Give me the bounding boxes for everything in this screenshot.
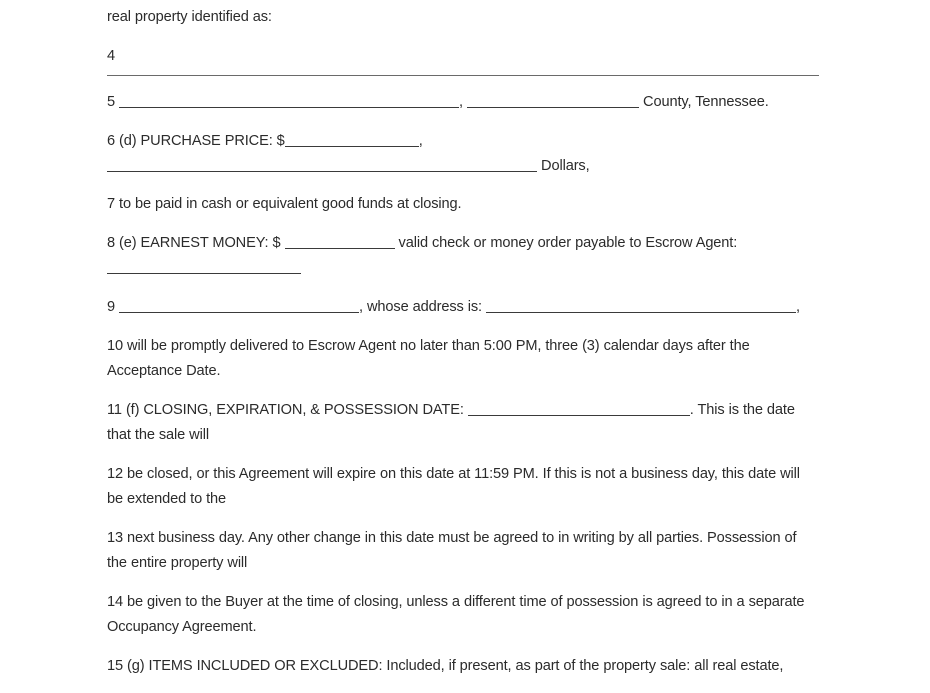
paragraph-10-line-1: 10 will be promptly delivered to Escrow Agent no later than 5:00 PM, three (3) calendar days after the — [107, 338, 750, 354]
paragraph-5-county-state — [107, 90, 819, 115]
escrow-address-blank[interactable] — [486, 298, 796, 313]
paragraph-7-payment-terms: 7 to be paid in cash or equivalent good funds at closing. — [107, 196, 462, 212]
paragraph-6-purchase-price — [107, 129, 819, 179]
paragraph-5-state-text: County, Tennessee. — [639, 94, 769, 110]
address-continued-blank[interactable] — [119, 93, 459, 108]
paragraph-12-expiration-terms: 12 be closed, or this Agreement will expire on this date at 11:59 PM. If this is not a business day, this date will be extended to the — [107, 466, 800, 507]
paragraph-11-closing-date — [107, 398, 819, 448]
closing-date-label: 11 (f) CLOSING, EXPIRATION, & POSSESSION DATE: — [107, 402, 468, 418]
earnest-money-amount-blank[interactable] — [285, 234, 395, 249]
address-fill-rule[interactable] — [107, 75, 819, 76]
paragraph-15-items-included: 15 (g) ITEMS INCLUDED OR EXCLUDED: Included, if present, as part of the property sale: all real estate, — [107, 658, 784, 674]
earnest-money-label: 8 (e) EARNEST MONEY: $ — [107, 235, 285, 251]
paragraph-3-property-address — [107, 0, 819, 30]
paragraph-3-line-2: real property identified as: — [107, 9, 272, 25]
purchase-price-words-blank[interactable] — [107, 157, 537, 172]
paragraph-6-comma: , — [418, 133, 423, 149]
document-text-body — [107, 0, 819, 693]
closing-date-blank[interactable] — [468, 401, 690, 416]
county-name-blank[interactable] — [467, 93, 639, 108]
paragraph-13-business-day-terms: 13 next business day. Any other change in this date must be agreed to in writing by all parties. Possession of the entire property will — [107, 530, 797, 571]
purchase-price-label: 6 (d) PURCHASE PRICE: $ — [107, 133, 285, 149]
purchase-price-amount-blank[interactable] — [285, 132, 419, 147]
escrow-agent-name-blank[interactable] — [107, 259, 301, 274]
paragraph-9-comma: , — [796, 299, 800, 315]
paragraph-5-comma: , — [459, 94, 468, 110]
paragraph-14-possession-terms: 14 be given to the Buyer at the time of closing, unless a different time of possession is agreed to in a separate Occupancy Agreement. — [107, 594, 805, 635]
paragraph-8-earnest-money — [107, 231, 819, 281]
escrow-agent-blank[interactable] — [119, 298, 359, 313]
line-number-5: 5 — [107, 94, 120, 110]
earnest-money-text: valid check or money order payable to Escrow Agent: — [394, 235, 738, 251]
paragraph-10-delivery-terms — [107, 334, 819, 384]
purchase-price-dollars-text: Dollars, — [537, 158, 590, 174]
paragraph-9-escrow-address — [107, 295, 819, 320]
whose-address-text: , whose address is: — [359, 299, 487, 315]
closing-date-text: . This is the date that the sale will — [107, 402, 795, 443]
paragraph-4-address-blank — [107, 44, 819, 76]
line-number-9: 9 — [107, 299, 120, 315]
line-number-4: 4 — [107, 48, 115, 64]
paragraph-10-line-2: Acceptance Date. — [107, 363, 221, 379]
